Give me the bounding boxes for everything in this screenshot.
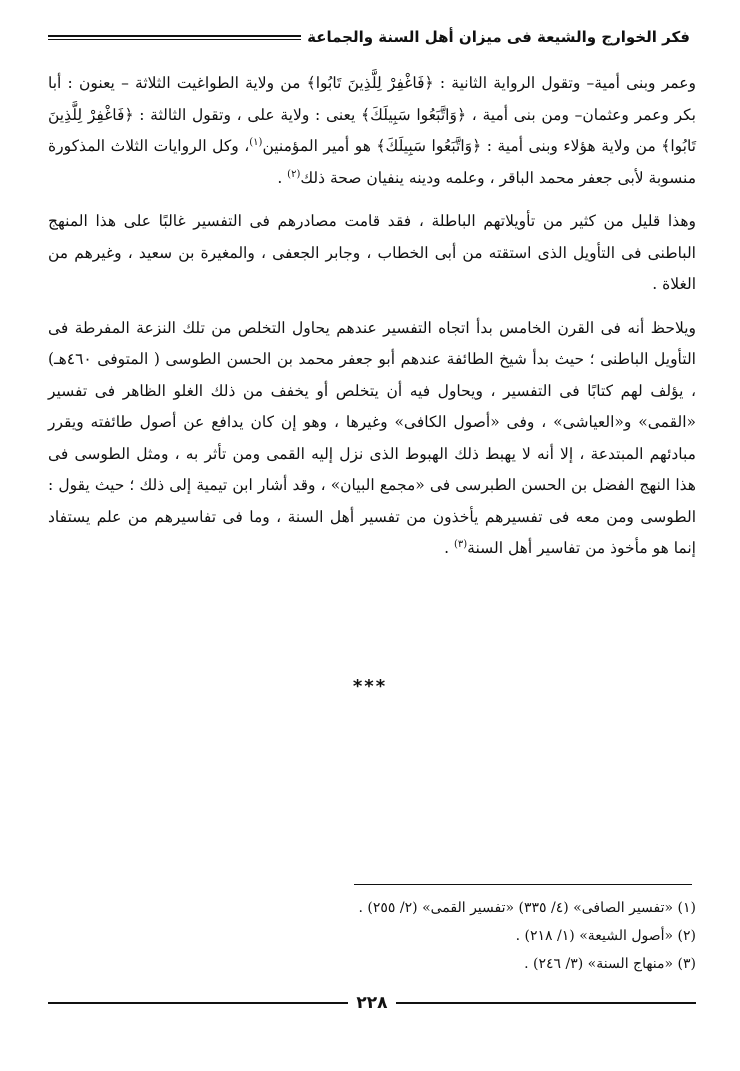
- main-text: [48, 68, 696, 577]
- paragraph-1-text: وعمر وبنى أمية– وتقول الرواية الثانية : ﴿فَاغْفِرْ لِلَّذِينَ تَابُوا﴾ من ولاية الطواغيت الثلاثة – يعنون : أبا بكر وعمر وعثمان– ومن بنى أمية ، ﴿وَاتَّبَعُوا سَبِيلَكَ﴾ يعنى : ولاية على ، وتقول الثالثة : ﴿فَاغْفِرْ لِلَّذِينَ تَابُوا﴾ من ولاية هؤلاء وبنى أمية : ﴿وَاتَّبَعُوا سَبِيلَكَ﴾ هو أمير المؤمنين: [48, 74, 696, 155]
- section-separator: ***: [352, 676, 388, 697]
- paragraph-3-tail: .: [444, 539, 454, 557]
- footnote-1: (١) «تفسير الصافى» (٤/ ٣٣٥) «تفسير القمى» (٢/ ٢٥٥) .: [358, 900, 696, 916]
- page-footer: [48, 992, 696, 1014]
- footnotes: [48, 894, 696, 978]
- footnote-3: (٣) «منهاج السنة» (٣/ ٢٤٦) .: [524, 956, 696, 972]
- paragraph-1-tail: ، وكل الروايات الثلاث المذكورة منسوبة لأبى جعفر محمد الباقر ، وعلمه ودينه ينفيان صحة ذلك: [48, 137, 696, 187]
- footnote-ref-2[interactable]: (٢): [287, 168, 301, 180]
- footnote-rule: [354, 884, 692, 885]
- page-number: ٢٢٨: [356, 993, 388, 1013]
- footnote-ref-3[interactable]: (٣): [453, 538, 468, 550]
- paragraph-3: [48, 313, 696, 565]
- header-rule: [48, 35, 301, 40]
- paragraph-2-text: وهذا قليل من كثير من تأويلاتهم الباطلة ، فقد قامت مصادرهم فى التفسير غالبًا على هذا المنهج الباطنى فى التأويل الذى استقته من أبى الخطاب ، وجابر الجعفى ، والمغيرة بن سعيد ، وغيرهم من الغلاة .: [48, 212, 696, 293]
- header-title: فكر الخوارج والشيعة فى ميزان أهل السنة والجماعة: [307, 28, 690, 46]
- footnote-2: (٢) «أصول الشيعة» (١/ ٢١٨) .: [515, 928, 696, 944]
- footer-rule-right: [396, 1002, 696, 1004]
- paragraph-2: [48, 206, 696, 301]
- running-header: [48, 26, 696, 48]
- footnote-ref-1[interactable]: (١): [249, 136, 263, 148]
- footer-rule-left: [48, 1002, 348, 1004]
- paragraph-3-text: ويلاحظ أنه فى القرن الخامس بدأ اتجاه التفسير عندهم يحاول التخلص من تلك النزعة المفرطة فى التأويل الباطنى ؛ حيث بدأ شيخ الطائفة عندهم أبو جعفر محمد بن الحسن الطوسى ( المتوفى ٤٦٠هـ) ، يؤلف لهم كتابًا فى التفسير ، ويحاول فيه أن يتخلص أو يخفف من ذلك الغلو الظاهر فى تفسير «القمى» و«العياشى» ، وفى «أصول الكافى» وغيرها ، وهو إن كان يدافع عن أصول طائفته ويقرر مبادئهم المبتدعة ، إلا أنه لا يهبط ذلك الهبوط الذى نزل إليه القمى ومن تأثر به ، ومثل الطوسى فى هذا النهج الفضل بن الحسن الطبرسى فى «مجمع البيان» ، وقد أشار ابن تيمية إلى ذلك ؛ حيث يقول : الطوسى ومن معه فى تفسيرهم يأخذون من تفسير أهل السنة ، وما فى تفاسيرهم من علم يستفاد إنما هو مأخوذ من تفاسير أهل السنة: [48, 318, 696, 557]
- paragraph-1: [48, 68, 696, 194]
- paragraph-1-tail2: .: [277, 168, 288, 187]
